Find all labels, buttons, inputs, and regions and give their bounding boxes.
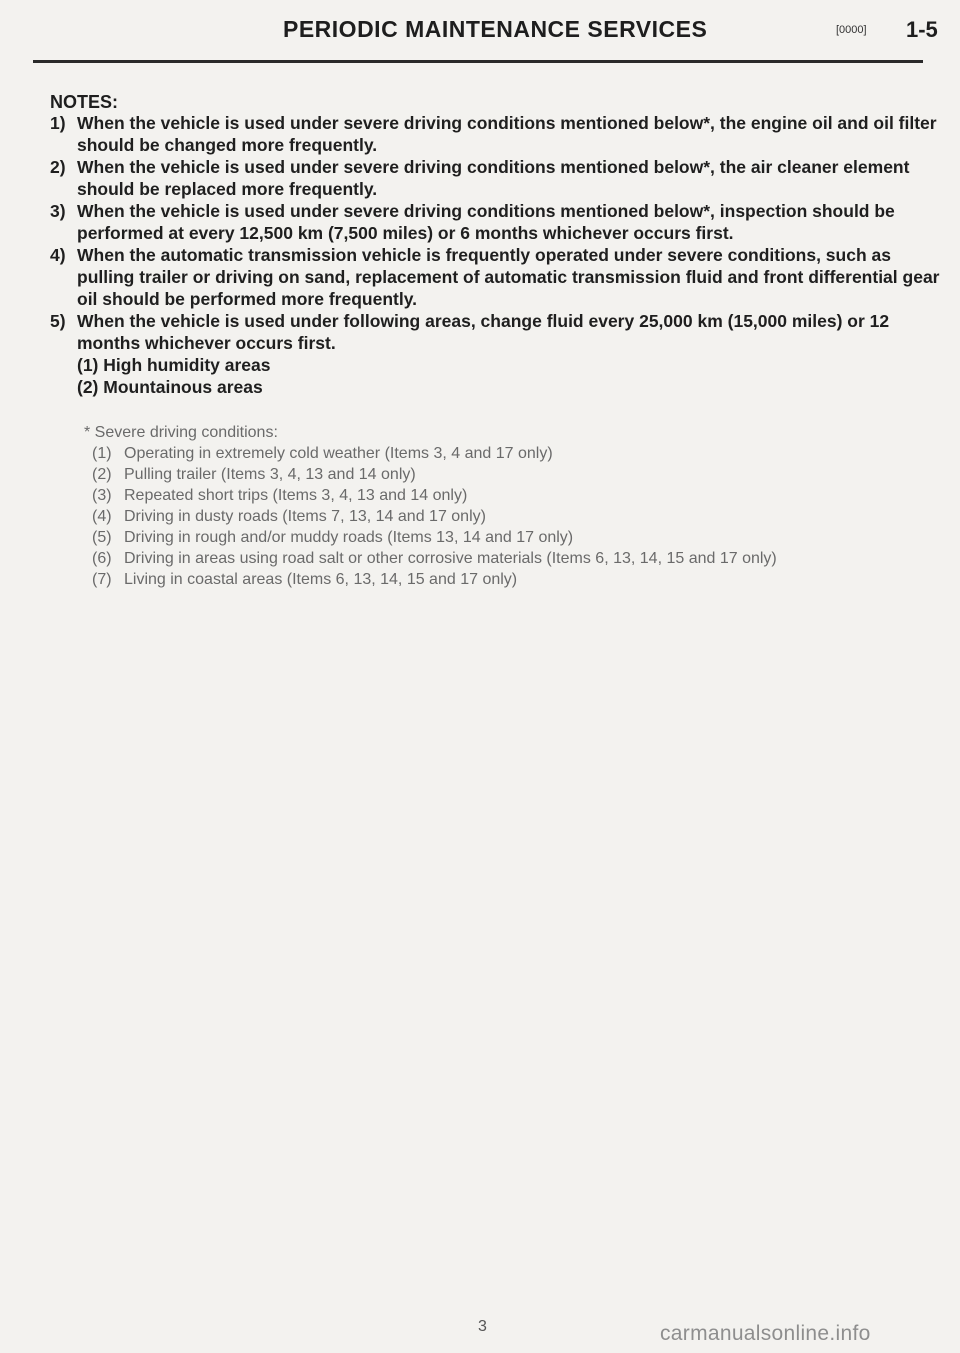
notes-heading: NOTES: [50,92,119,112]
note-sub-item: (2) Mountainous areas [77,377,263,397]
condition-text: Pulling trailer (Items 3, 4, 13 and 14 only) [124,466,416,483]
site-watermark: carmanualsonline.info [660,1322,871,1345]
note-text: When the automatic transmission vehicle is frequently operated under severe conditions, such as pulling trailer or driving on sand, replacement of automatic transmission fluid and front differential gear oil should be performed more frequently. [77,245,940,309]
note-item [50,244,950,310]
condition-number: (1) [92,445,112,462]
condition-number: (7) [92,571,112,588]
note-text: When the vehicle is used under severe driving conditions mentioned below*, the air cleaner element should be replaced more frequently. [77,157,910,199]
condition-text: Living in coastal areas (Items 6, 13, 14, 15 and 17 only) [124,571,518,588]
note-item [50,156,950,200]
severe-condition-item [84,464,804,485]
note-text: When the vehicle is used under severe driving conditions mentioned below*, the engine oil and oil filter should be changed more frequently. [77,113,937,155]
severe-condition-item [84,569,804,590]
note-item [50,200,950,244]
note-item [50,112,950,156]
condition-number: (4) [92,508,112,525]
note-number: 1) [50,113,66,133]
severe-condition-item [84,548,804,569]
condition-text: Driving in areas using road salt or other corrosive materials (Items 6, 13, 14, 15 and 17 only) [124,550,777,567]
severe-condition-item [84,485,804,506]
note-number: 5) [50,311,66,331]
severe-condition-item [84,527,804,548]
note-number: 2) [50,157,66,177]
note-number: 3) [50,201,66,221]
condition-text: Operating in extremely cold weather (Items 3, 4 and 17 only) [124,445,553,462]
note-sub-item: (1) High humidity areas [77,355,271,375]
condition-number: (2) [92,466,112,483]
header-rule [33,60,923,63]
section-page-number: 1-5 [906,17,938,42]
note-text: When the vehicle is used under severe driving conditions mentioned below*, inspection should be performed at every 12,500 km (7,500 miles) or 6 months whichever occurs first. [77,201,895,243]
condition-number: (3) [92,487,112,504]
condition-text: Driving in dusty roads (Items 7, 13, 14 and 17 only) [124,508,486,525]
condition-number: (5) [92,529,112,546]
condition-text: Repeated short trips (Items 3, 4, 13 and 14 only) [124,487,468,504]
severe-condition-item [84,506,804,527]
note-text: When the vehicle is used under following areas, change fluid every 25,000 km (15,000 miles) or 12 months whichever occurs first. [77,311,890,353]
condition-number: (6) [92,550,112,567]
page-number: 3 [478,1318,487,1335]
note-item [50,310,950,354]
condition-text: Driving in rough and/or muddy roads (Items 13, 14 and 17 only) [124,529,574,546]
page-title: PERIODIC MAINTENANCE SERVICES [283,16,708,42]
severe-conditions-heading: * Severe driving conditions: [84,424,278,441]
note-number: 4) [50,245,66,265]
severe-condition-item [84,443,804,464]
section-code: [0000] [836,24,867,36]
notes-list [50,112,950,398]
severe-conditions-list [84,422,804,590]
